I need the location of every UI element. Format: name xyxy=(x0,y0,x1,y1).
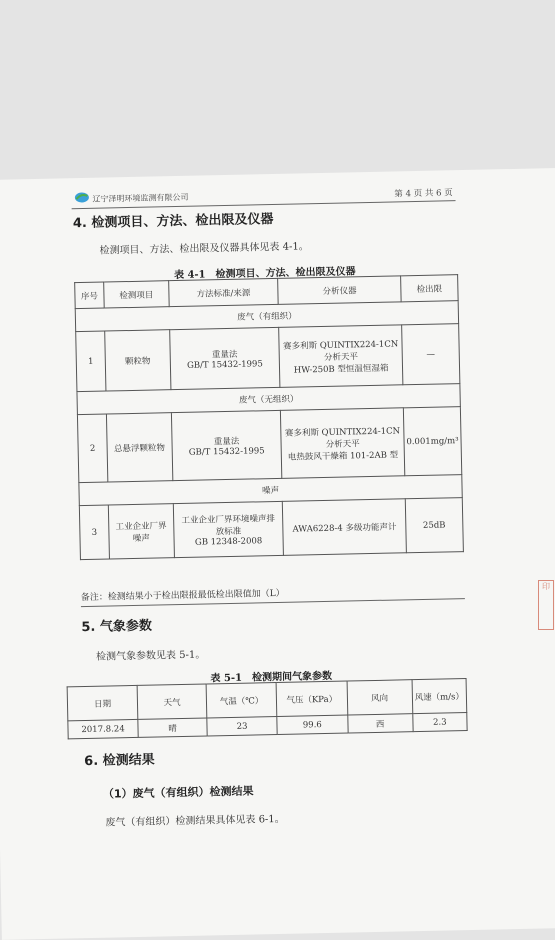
section-row-organized: 废气（有组织） xyxy=(75,301,458,332)
cell-wind-speed: 2.3 xyxy=(412,713,467,732)
cell-limit: — xyxy=(401,324,459,385)
cell-item: 颗粒物 xyxy=(105,330,171,391)
col-header-pressure: 气压（KPa） xyxy=(276,681,347,716)
cell-method: 重量法 GB/T 15432-1995 xyxy=(171,410,282,480)
section-6-intro: 废气（有组织）检测结果具体见表 6-1。 xyxy=(105,813,285,829)
table-note: 备注：检测结果小于检出限报最低检出限值加（L） xyxy=(80,588,285,604)
cell-wind-dir: 西 xyxy=(347,714,413,733)
page-number: 第 4 页 共 6 页 xyxy=(394,188,453,200)
table-row xyxy=(76,324,460,392)
cell-date: 2017.8.24 xyxy=(68,719,138,738)
table-5-1 xyxy=(67,678,468,739)
cell-item: 总悬浮颗粒物 xyxy=(106,413,172,482)
section-5-title: 5. 气象参数 xyxy=(81,618,153,636)
cell-pressure: 99.6 xyxy=(277,715,348,734)
cell-instrument: AWA6228-4 多级功能声计 xyxy=(283,499,407,556)
cell-method: 工业企业厂界环境噪声排 放标准 GB 12348-2008 xyxy=(173,501,284,557)
section-4-intro: 检测项目、方法、检出限及仪器具体见表 4-1。 xyxy=(99,241,309,257)
cell-no: 1 xyxy=(76,331,106,392)
section-4-title: 4. 检测项目、方法、检出限及仪器 xyxy=(72,211,274,232)
table-4-1-caption: 表 4-1 检测项目、方法、检出限及仪器 xyxy=(173,266,356,282)
col-header-temp: 气温（℃） xyxy=(206,683,277,718)
cell-no: 3 xyxy=(79,505,109,560)
col-header-wind-dir: 风向 xyxy=(347,680,413,715)
table-row xyxy=(79,498,463,560)
col-header-instrument: 分析仪器 xyxy=(278,276,401,305)
col-header-date: 日期 xyxy=(67,685,138,720)
col-header-limit: 检出限 xyxy=(400,275,458,302)
col-header-weather: 天气 xyxy=(137,684,207,719)
section-row-unorganized: 废气（无组织） xyxy=(77,384,460,415)
col-header-item: 检测项目 xyxy=(104,281,169,308)
cell-limit: 25dB xyxy=(405,498,463,553)
document-page xyxy=(0,168,555,940)
table-4-1 xyxy=(74,274,464,560)
col-header-no: 序号 xyxy=(75,282,105,309)
section-5-intro: 检测气象参数见表 5-1。 xyxy=(95,649,206,663)
col-header-wind-speed: 风速（m/s） xyxy=(412,679,467,714)
cell-item: 工业企业厂界 噪声 xyxy=(108,504,174,559)
cell-instrument: 赛多利斯 QUINTIX224-1CN 分析天平 电热鼓风干燥箱 101-2AB 型 xyxy=(281,408,405,479)
section-6-title: 6. 检测结果 xyxy=(84,752,155,770)
cell-temp: 23 xyxy=(207,717,277,736)
col-header-method: 方法标准/来源 xyxy=(168,278,278,306)
company-name: 辽宁泽明环境监测有限公司 xyxy=(92,192,189,204)
section-6-subtitle: （1）废气（有组织）检测结果 xyxy=(102,784,254,801)
table-5-1-caption: 表 5-1 检测期间气象参数 xyxy=(210,670,333,685)
company-logo xyxy=(74,192,89,203)
cell-weather: 晴 xyxy=(138,718,207,737)
table-row xyxy=(77,407,461,483)
seal-stamp: 印 xyxy=(538,580,554,630)
cell-limit: 0.001mg/m³ xyxy=(403,407,462,476)
cell-method: 重量法 GB/T 15432-1995 xyxy=(169,327,280,389)
cell-no: 2 xyxy=(77,414,107,483)
section-row-noise: 噪声 xyxy=(79,475,462,506)
cell-instrument: 赛多利斯 QUINTIX224-1CN 分析天平 HW-250B 型恒温恒湿箱 xyxy=(279,325,403,388)
